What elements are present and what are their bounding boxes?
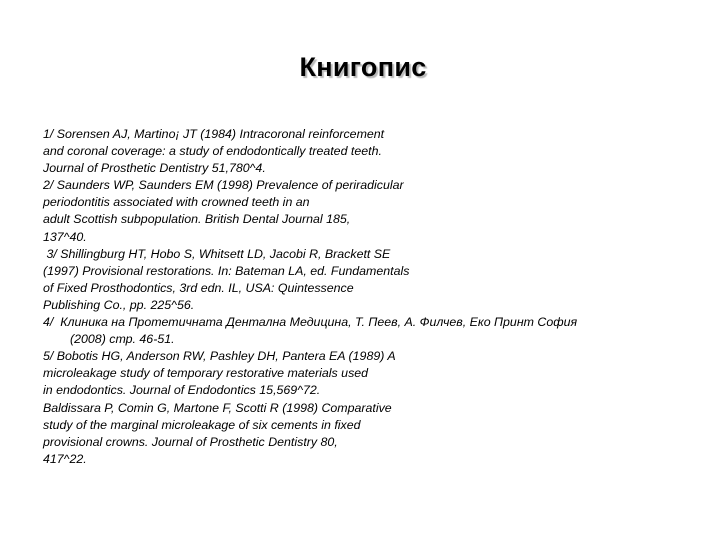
reference-line: 1/ Sorensen AJ, Martino¡ JT (1984) Intracoronal reinforcement bbox=[43, 127, 385, 141]
reference-line: provisional crowns. Journal of Prosthetic Dentistry 80, bbox=[43, 434, 338, 449]
reference-item bbox=[43, 348, 683, 399]
reference-item bbox=[43, 246, 683, 314]
reference-line: adult Scottish subpopulation. British Dental Journal 185, bbox=[43, 212, 351, 227]
reference-item bbox=[43, 314, 683, 348]
page-title: Книгопис bbox=[299, 52, 427, 82]
reference-line: 3/ Shillingburg HT, Hobo S, Whitsett LD, Jacobi R, Brackett SE bbox=[43, 246, 391, 261]
reference-line: (2008) стр. 46-51. bbox=[70, 332, 175, 347]
reference-line: and coronal coverage: a study of endodontically treated teeth. bbox=[43, 144, 382, 159]
reference-line: Journal of Prosthetic Dentistry 51,780^4. bbox=[43, 161, 266, 176]
reference-line: 2/ Saunders WP, Saunders EM (1998) Prevalence of periradicular bbox=[43, 178, 404, 193]
reference-line: 4/ Клиника на Протетичната Дентална Медицина, Т. Пеев, А. Филчев, Еко Принт София bbox=[43, 315, 578, 330]
reference-line: 5/ Bobotis HG, Anderson RW, Pashley DH, Pantera EA (1989) A bbox=[43, 349, 396, 364]
reference-item bbox=[43, 126, 683, 177]
reference-line: of Fixed Prosthodontics, 3rd edn. IL, USA: Quintessence bbox=[43, 280, 354, 295]
reference-line: periodontitis associated with crowned teeth in an bbox=[43, 195, 310, 210]
reference-line: (1997) Provisional restorations. In: Bateman LA, ed. Fundamentals bbox=[43, 263, 410, 278]
reference-item bbox=[43, 177, 683, 245]
reference-line: Publishing Co., pp. 225^56. bbox=[43, 297, 195, 312]
reference-line: in endodontics. Journal of Endodontics 15,569^72. bbox=[43, 383, 321, 398]
reference-line: study of the marginal microleakage of six cements in fixed bbox=[43, 417, 361, 432]
reference-line: 417^22. bbox=[43, 451, 87, 466]
reference-line: 137^40. bbox=[43, 229, 87, 244]
reference-line: Baldissara P, Comin G, Martone F, Scotti R (1998) Comparative bbox=[43, 400, 392, 415]
reference-item bbox=[43, 400, 683, 468]
reference-line: microleakage study of temporary restorative materials used bbox=[43, 366, 369, 381]
reference-list bbox=[43, 126, 683, 468]
